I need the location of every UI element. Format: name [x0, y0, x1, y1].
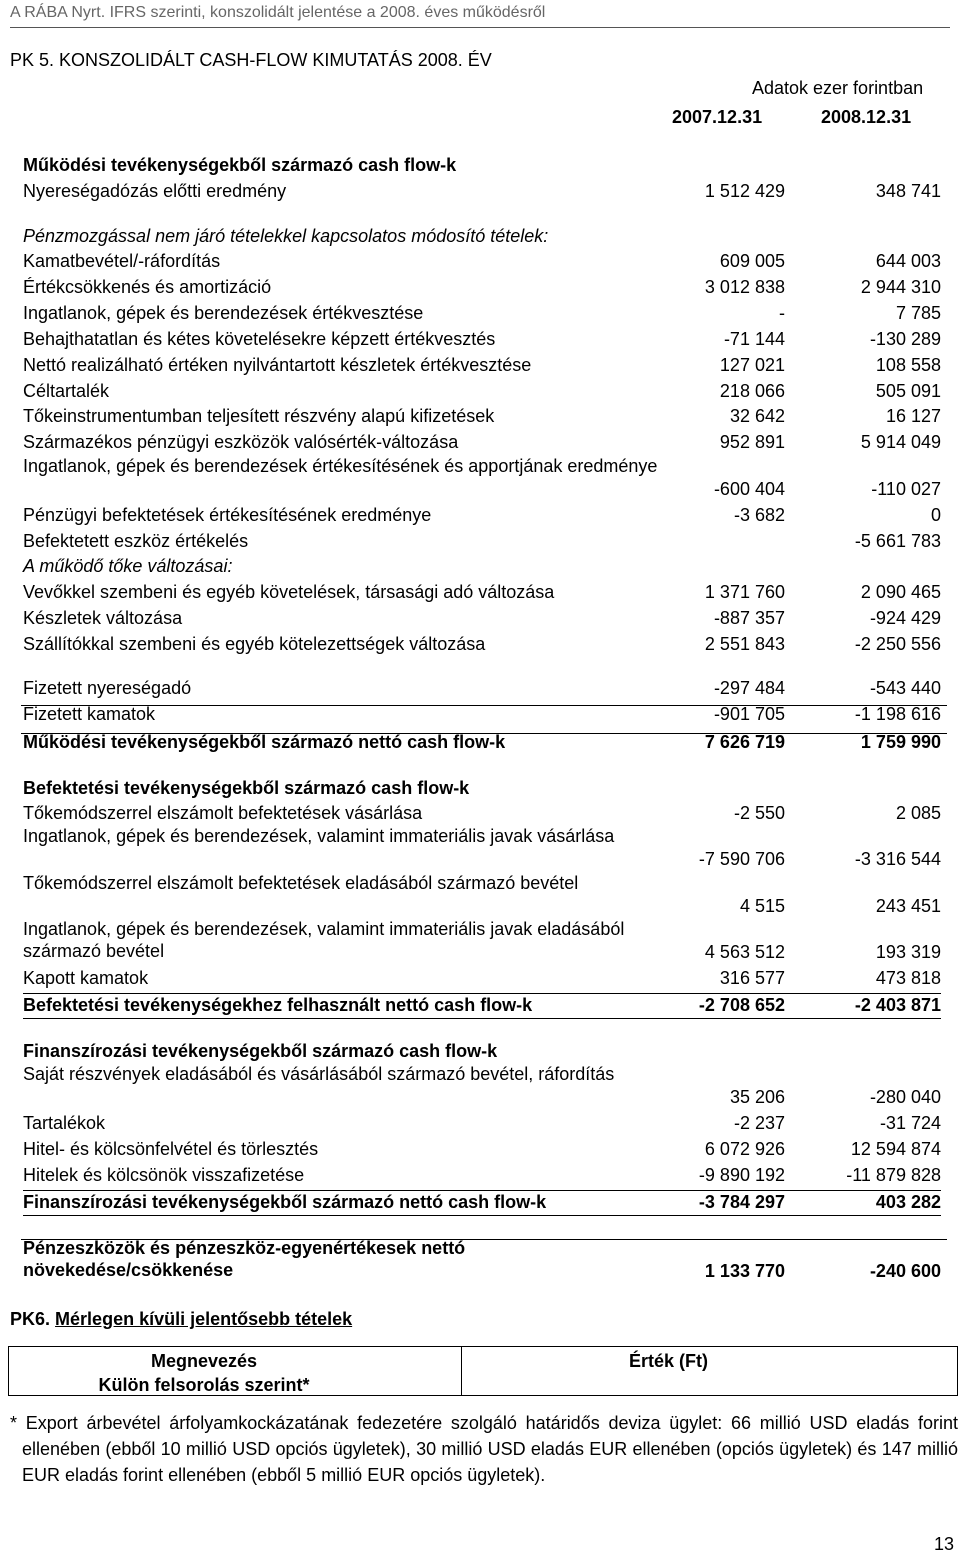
value-2008: -924 429	[869, 608, 941, 628]
value-2008: -1 198 616	[854, 704, 941, 724]
value-2008: -11 879 828	[846, 1165, 941, 1185]
value-2007: -7 590 706	[698, 849, 785, 869]
value-2008: -543 440	[869, 678, 941, 698]
value-2008: 2 085	[895, 803, 941, 823]
row-label: Ingatlanok, gépek és berendezések értékvesztése	[23, 303, 424, 323]
value-2007: -901 705	[713, 704, 785, 724]
row-label: Befektetési tevékenységekhez felhasznált nettó cash flow-k	[23, 995, 533, 1015]
row-label: Kamatbevétel/-ráfordítás	[23, 251, 221, 271]
value-2008: 7 785	[895, 303, 941, 323]
row-label: Kapott kamatok	[23, 968, 149, 988]
value-2007: 32 642	[729, 406, 785, 426]
value-2008: -31 724	[879, 1113, 941, 1133]
value-2008: 193 319	[875, 942, 941, 962]
value-2007: 609 005	[719, 251, 785, 271]
row-label: Ingatlanok, gépek és berendezések, valamint immateriális javak vásárlása	[23, 826, 615, 846]
value-2007: 1 512 429	[704, 181, 785, 201]
value-2007: 6 072 926	[704, 1139, 785, 1159]
row-label: Tartalékok	[23, 1113, 106, 1133]
value-2007: 316 577	[719, 968, 785, 988]
row-label: Működési tevékenységekből származó cash flow-k	[23, 155, 457, 175]
row-label: Tőkemódszerrel elszámolt befektetések eladásából származó bevétel	[23, 873, 579, 893]
column-header-value: Érték (Ft)	[629, 1351, 709, 1371]
row-label: Fizetett kamatok	[23, 704, 156, 724]
row-label: Vevőkkel szembeni és egyéb követelések, társasági adó változása	[23, 582, 555, 602]
value-2008: -3 316 544	[854, 849, 941, 869]
value-2007: -297 484	[713, 678, 785, 698]
subtotal-row	[23, 993, 941, 1019]
statement-title: PK 5. KONSZOLIDÁLT CASH-FLOW KIMUTATÁS 2008. ÉV	[10, 50, 492, 70]
running-header: A RÁBA Nyrt. IFRS szerinti, konszolidált jelentése a 2008. éves működésről	[10, 4, 546, 21]
value-2007: -2 550	[733, 803, 785, 823]
row-label: Ingatlanok, gépek és berendezések értékesítésének és apportjának eredménye	[23, 456, 658, 476]
off-balance-table	[8, 1346, 958, 1396]
value-2007: -2 708 652	[698, 995, 785, 1015]
pk6-heading	[10, 1309, 352, 1330]
row-label: Tőkemódszerrel elszámolt befektetések vásárlása	[23, 803, 423, 823]
value-2007: 1 371 760	[704, 582, 785, 602]
footnote-text: * Export árbevétel árfolyamkockázatának fedezetére szolgáló határidős deviza ügylet: 66 millió USD eladás forint ellenében (ebből 10 millió USD opciós ügyletek), 30 millió USD eladás EUR ellenében (opciós ügyletek) és 147 millió EUR eladás forint ellenében (ebből 5 millió EUR opciós ügyletek).	[10, 1413, 958, 1485]
row-label: Pénzeszközök és pénzeszköz-egyenértékesek nettó növekedése/csökkenése	[23, 1238, 466, 1280]
value-2007: 218 066	[719, 381, 785, 401]
row-label: Pénzmozgással nem járó tételekkel kapcsolatos módosító tételek:	[23, 226, 549, 246]
value-2008: -2 403 871	[854, 995, 941, 1015]
row-label: Céltartalék	[23, 381, 110, 401]
value-2007: 952 891	[719, 432, 785, 452]
row-label: Működési tevékenységekből származó nettó cash flow-k	[23, 732, 506, 752]
row-label: Hitel- és kölcsönfelvétel és törlesztés	[23, 1139, 319, 1159]
row-label: Behajthatatlan és kétes követelésekre képzett értékvesztés	[23, 329, 496, 349]
value-2007: -887 357	[713, 608, 785, 628]
row-label: Hitelek és kölcsönök visszafizetése	[23, 1165, 305, 1185]
row-label: A működő tőke változásai:	[23, 556, 233, 576]
column-header-2008: 2008.12.31	[821, 107, 912, 127]
value-2008: -240 600	[869, 1261, 941, 1281]
value-2008: -280 040	[869, 1087, 941, 1107]
value-2008: -2 250 556	[854, 634, 941, 654]
value-2007: -9 890 192	[698, 1165, 785, 1185]
page-number: 13	[933, 1534, 954, 1554]
value-2008: 1 759 990	[860, 732, 941, 752]
row-label: Finanszírozási tevékenységekből származó cash flow-k	[23, 1041, 498, 1061]
value-2008: 403 282	[875, 1192, 941, 1212]
pk6-title: Mérlegen kívüli jelentősebb tételek	[55, 1309, 353, 1329]
value-2007: -71 144	[723, 329, 785, 349]
value-2008: 108 558	[875, 355, 941, 375]
value-2007: 7 626 719	[704, 732, 785, 752]
value-2008: 5 914 049	[860, 432, 941, 452]
pk6-prefix: PK6.	[10, 1309, 51, 1329]
value-2008: 2 090 465	[860, 582, 941, 602]
value-2008: 243 451	[875, 896, 941, 916]
row-label: Szállítókkal szembeni és egyéb kötelezettségek változása	[23, 634, 486, 654]
row-label: Fizetett nyereségadó	[23, 678, 192, 698]
value-2007: 4 515	[739, 896, 785, 916]
row-label: Készletek változása	[23, 608, 183, 628]
column-header-name-sub: Külön felsorolás szerint*	[98, 1375, 310, 1395]
column-header-name: Megnevezés	[150, 1351, 258, 1371]
value-2007: -	[779, 303, 785, 323]
value-2007: 1 133 770	[704, 1261, 785, 1281]
value-2008: 473 818	[875, 968, 941, 988]
row-label: Finanszírozási tevékenységekből származó nettó cash flow-k	[23, 1192, 547, 1212]
row-label: Nyereségadózás előtti eredmény	[23, 181, 287, 201]
row-label: Nettó realizálható értéken nyilvántartott készletek értékvesztése	[23, 355, 532, 375]
value-2008: 2 944 310	[860, 277, 941, 297]
column-divider	[461, 1347, 462, 1395]
value-2008: -110 027	[871, 479, 941, 499]
value-2008: 644 003	[875, 251, 941, 271]
row-label: Származékos pénzügyi eszközök valósérték-változása	[23, 432, 459, 452]
value-2007: 127 021	[719, 355, 785, 375]
value-2008: 348 741	[875, 181, 941, 201]
value-2007: -600 404	[713, 479, 785, 499]
value-2007: 35 206	[729, 1087, 785, 1107]
value-2007: 2 551 843	[704, 634, 785, 654]
value-2007: -3 784 297	[698, 1192, 785, 1212]
row-label: Ingatlanok, gépek és berendezések, valamint immateriális javak eladásából származó bevétel	[23, 919, 625, 961]
row-label: Pénzügyi befektetések értékesítésének eredménye	[23, 505, 432, 525]
value-2008: 505 091	[875, 381, 941, 401]
header-divider	[10, 27, 950, 28]
value-2007: -3 682	[733, 505, 785, 525]
units-note: Adatok ezer forintban	[752, 78, 924, 98]
row-label: Befektetési tevékenységekből származó cash flow-k	[23, 778, 470, 798]
subtotal-row	[23, 1190, 941, 1216]
value-2007: 3 012 838	[704, 277, 785, 297]
column-header-2007: 2007.12.31	[672, 107, 763, 127]
value-2008: 16 127	[885, 406, 941, 426]
value-2007: 4 563 512	[704, 942, 785, 962]
row-label: Befektetett eszköz értékelés	[23, 531, 249, 551]
value-2008: -130 289	[869, 329, 941, 349]
row-label: Tőkeinstrumentumban teljesített részvény alapú kifizetések	[23, 406, 495, 426]
value-2007: -2 237	[733, 1113, 785, 1133]
value-2008: -5 661 783	[854, 531, 941, 551]
row-label: Értékcsökkenés és amortizáció	[23, 277, 272, 297]
value-2008: 12 594 874	[850, 1139, 941, 1159]
row-label: Saját részvények eladásából és vásárlásából származó bevétel, ráfordítás	[23, 1064, 615, 1084]
value-2008: 0	[930, 505, 941, 525]
footnote	[10, 1410, 958, 1488]
